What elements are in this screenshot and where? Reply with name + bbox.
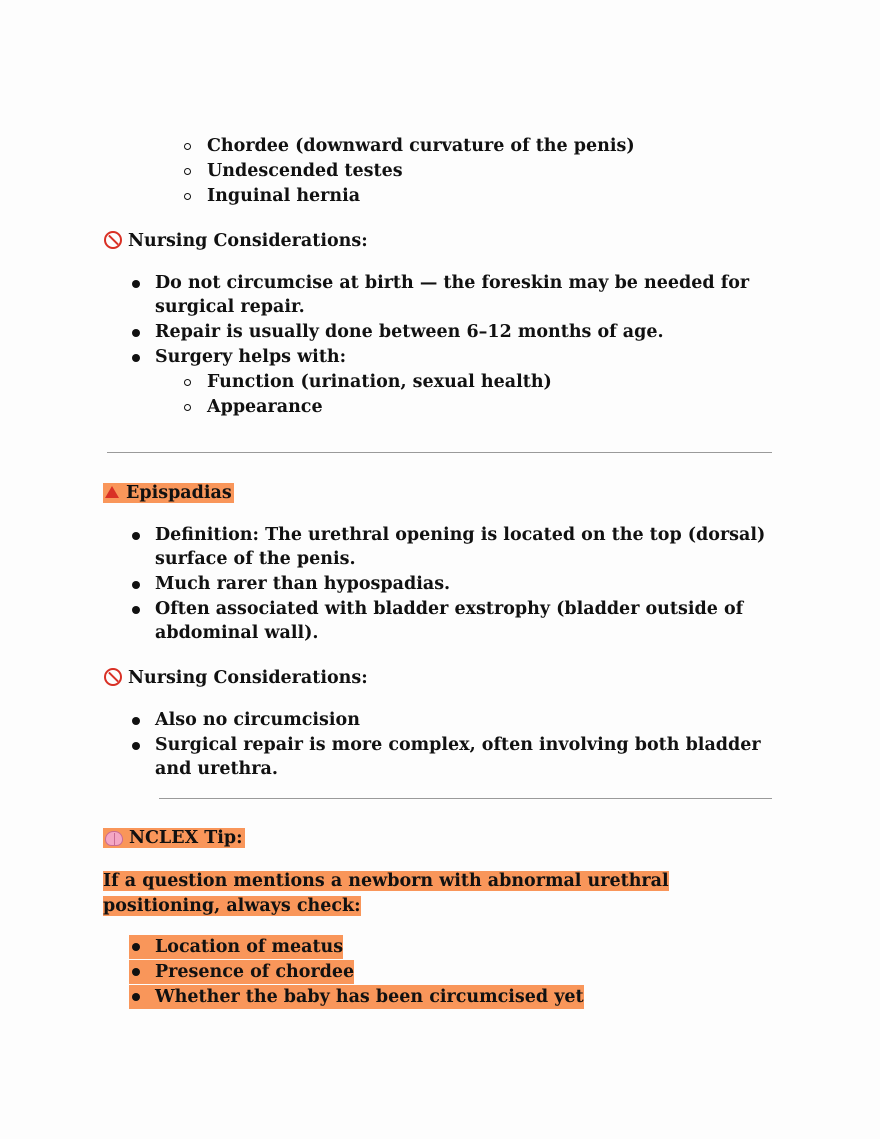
list-item: Definition: The urethral opening is located on the top (dorsal) xyxy=(155,525,766,545)
tip-text: positioning, always check: xyxy=(103,896,361,916)
list-item: Often associated with bladder exstrophy (bladder outside of xyxy=(155,599,744,619)
list-item-cont: and urethra. xyxy=(155,759,278,779)
bullet xyxy=(132,532,140,540)
tip-text: If a question mentions a newborn with abnormal urethral xyxy=(103,871,669,891)
bullet xyxy=(132,606,140,614)
section-heading xyxy=(103,481,234,505)
sub-bullet xyxy=(184,404,191,411)
sub-bullet xyxy=(184,193,191,200)
heading-text: NCLEX Tip: xyxy=(129,828,243,848)
bullet xyxy=(132,993,140,1001)
bullet xyxy=(132,717,140,725)
bullet xyxy=(132,943,140,951)
list-item: Repair is usually done between 6–12 months of age. xyxy=(155,322,664,342)
sub-bullet xyxy=(184,168,191,175)
bullet xyxy=(132,329,140,337)
sub-bullet xyxy=(184,379,191,386)
horizontal-rule xyxy=(107,452,772,453)
list-item: Also no circumcision xyxy=(155,710,360,730)
heading-text: Epispadias xyxy=(126,483,232,503)
brain-icon xyxy=(105,831,123,846)
list-item: Presence of chordee xyxy=(129,960,354,984)
bullet xyxy=(132,742,140,750)
list-item: Do not circumcise at birth — the foreskin may be needed for xyxy=(155,273,750,293)
horizontal-rule xyxy=(159,798,772,799)
list-item: Location of meatus xyxy=(129,935,343,959)
list-item-cont: surgical repair. xyxy=(155,297,305,317)
list-item-cont: abdominal wall). xyxy=(155,623,319,643)
list-item: Function (urination, sexual health) xyxy=(207,372,552,392)
no-entry-icon xyxy=(104,231,122,249)
bullet xyxy=(132,581,140,589)
section-heading xyxy=(104,229,368,253)
list-item: Surgery helps with: xyxy=(155,347,347,367)
bullet xyxy=(132,354,140,362)
list-item: Much rarer than hypospadias. xyxy=(155,574,451,594)
sub-bullet xyxy=(184,143,191,150)
list-item: Appearance xyxy=(207,397,323,417)
list-item: Whether the baby has been circumcised yet xyxy=(129,985,584,1009)
warning-icon xyxy=(105,486,119,498)
bullet xyxy=(132,280,140,288)
list-item-cont: surface of the penis. xyxy=(155,549,356,569)
list-item: Surgical repair is more complex, often involving both bladder xyxy=(155,735,761,755)
list-item: Chordee (downward curvature of the penis) xyxy=(207,136,635,156)
list-item: Undescended testes xyxy=(207,161,403,181)
section-heading xyxy=(103,826,245,850)
heading-text: Nursing Considerations: xyxy=(128,231,368,251)
bullet xyxy=(132,968,140,976)
section-heading xyxy=(104,666,368,690)
heading-text: Nursing Considerations: xyxy=(128,668,368,688)
list-item: Inguinal hernia xyxy=(207,186,361,206)
no-entry-icon xyxy=(104,668,122,686)
